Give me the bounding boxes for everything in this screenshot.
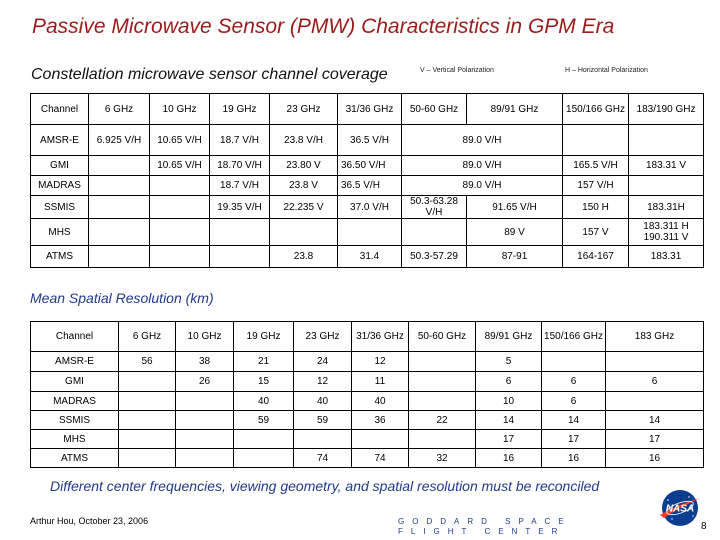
- table-cell: [338, 219, 402, 246]
- table-cell: [119, 430, 176, 449]
- table-cell: 16: [476, 449, 542, 468]
- table-row: [31, 176, 704, 196]
- header-cell: 6 GHz: [119, 322, 176, 352]
- table-cell: 15: [234, 372, 294, 392]
- table-row: [31, 449, 704, 468]
- table-cell: 24: [294, 352, 352, 372]
- row-label: SSMIS: [31, 411, 119, 430]
- row-label: GMI: [31, 372, 119, 392]
- table-cell: 14: [542, 411, 606, 430]
- slide-subtitle: Constellation microwave sensor channel coverage: [31, 66, 388, 83]
- table-row: [31, 196, 704, 219]
- table-cell: [119, 392, 176, 411]
- author-date: Arthur Hou, October 23, 2006: [30, 516, 149, 526]
- table-cell: 10.65 V/H: [150, 125, 210, 156]
- header-cell: 31/36 GHz: [338, 94, 402, 125]
- header-cell: 89/91 GHz: [476, 322, 542, 352]
- goddard-center-label: GODDARD SPACE FLIGHT CENTER: [398, 517, 572, 536]
- table-cell: [150, 219, 210, 246]
- table-cell: [234, 449, 294, 468]
- table-row: [31, 246, 704, 268]
- table-cell: 74: [294, 449, 352, 468]
- table-cell: 23.80 V: [270, 156, 338, 176]
- nasa-logo-icon: [658, 488, 702, 533]
- table-cell: 165.5 V/H: [563, 156, 629, 176]
- table-cell: 59: [234, 411, 294, 430]
- table-cell: [606, 352, 704, 372]
- header-cell: 23 GHz: [270, 94, 338, 125]
- header-cell: Channel: [31, 322, 119, 352]
- table-cell: [210, 246, 270, 268]
- table-cell: 26: [176, 372, 234, 392]
- row-label: MHS: [31, 430, 119, 449]
- table-cell: 22: [409, 411, 476, 430]
- table-cell: 37.0 V/H: [338, 196, 402, 219]
- table-cell: [176, 449, 234, 468]
- table-cell: 12: [294, 372, 352, 392]
- table-cell: 40: [294, 392, 352, 411]
- header-cell: 31/36 GHz: [352, 322, 409, 352]
- table-cell: 87-91: [467, 246, 563, 268]
- table-cell: 16: [606, 449, 704, 468]
- table-cell: 56: [119, 352, 176, 372]
- table-cell: [89, 156, 150, 176]
- header-cell: 89/91 GHz: [467, 94, 563, 125]
- row-label: SSMIS: [31, 196, 89, 219]
- table-cell: 14: [476, 411, 542, 430]
- table-cell: 38: [176, 352, 234, 372]
- table-row: [31, 156, 704, 176]
- table-cell: 6: [606, 372, 704, 392]
- table-cell: 36.5 V/H: [338, 125, 402, 156]
- header-cell: 150/166 GHz: [563, 94, 629, 125]
- row-label: MADRAS: [31, 392, 119, 411]
- table-cell: 50.3-57.29: [402, 246, 467, 268]
- table-cell: [234, 430, 294, 449]
- table-cell: [176, 430, 234, 449]
- table-cell: 89 V: [467, 219, 563, 246]
- table-cell: [409, 372, 476, 392]
- table-cell: [606, 392, 704, 411]
- row-label: ATMS: [31, 246, 89, 268]
- table-cell: 50.3-63.28 V/H: [402, 196, 467, 219]
- header-cell: 23 GHz: [294, 322, 352, 352]
- table-cell: 18.7 V/H: [210, 125, 270, 156]
- table-cell: 183.31 V: [629, 156, 704, 176]
- header-cell: 19 GHz: [210, 94, 270, 125]
- table-cell: [119, 449, 176, 468]
- table-row: [31, 352, 704, 372]
- table-cell: [150, 196, 210, 219]
- table-cell: 6: [542, 392, 606, 411]
- row-label: AMSR-E: [31, 125, 89, 156]
- table-cell: 59: [294, 411, 352, 430]
- table-cell: [352, 430, 409, 449]
- table-cell: 23.8 V/H: [270, 125, 338, 156]
- table-cell: 22.235 V: [270, 196, 338, 219]
- table-cell: 11: [352, 372, 409, 392]
- table-cell: [119, 411, 176, 430]
- table-row: [31, 430, 704, 449]
- header-cell: Channel: [31, 94, 89, 125]
- table-cell: 183.31: [629, 246, 704, 268]
- spatial-resolution-table: [30, 321, 704, 468]
- header-cell: 150/166 GHz: [542, 322, 606, 352]
- header-cell: 19 GHz: [234, 322, 294, 352]
- page-number: 8: [701, 521, 707, 532]
- table-cell: 40: [234, 392, 294, 411]
- row-label: AMSR-E: [31, 352, 119, 372]
- table-cell: [89, 196, 150, 219]
- table-cell: 74: [352, 449, 409, 468]
- legend-vertical: V – Vertical Polarization: [420, 67, 494, 74]
- table-cell: 89.0 V/H: [402, 125, 563, 156]
- table-cell: [150, 246, 210, 268]
- table-cell: 157 V: [563, 219, 629, 246]
- table-cell: 6.925 V/H: [89, 125, 150, 156]
- table-row: [31, 372, 704, 392]
- table-cell: [89, 219, 150, 246]
- table-cell: [402, 219, 467, 246]
- table-row: [31, 392, 704, 411]
- row-label: MADRAS: [31, 176, 89, 196]
- table-cell: [210, 219, 270, 246]
- table-cell: 31.4: [338, 246, 402, 268]
- table-cell: [150, 176, 210, 196]
- table-cell: [563, 125, 629, 156]
- legend-horizontal: H – Horizontal Polarization: [565, 67, 648, 74]
- header-cell: 183 GHz: [606, 322, 704, 352]
- table-cell: [542, 352, 606, 372]
- header-cell: 50-60 GHz: [402, 94, 467, 125]
- table-cell: [409, 352, 476, 372]
- table-cell: 164-167: [563, 246, 629, 268]
- table-cell: 18.7 V/H: [210, 176, 270, 196]
- table-cell: 157 V/H: [563, 176, 629, 196]
- table-cell: 40: [352, 392, 409, 411]
- table-cell: [176, 411, 234, 430]
- table-cell: 21: [234, 352, 294, 372]
- channel-coverage-table: [30, 93, 704, 268]
- table-cell: [119, 372, 176, 392]
- table-cell: 19.35 V/H: [210, 196, 270, 219]
- table-cell: 10: [476, 392, 542, 411]
- table-cell: 32: [409, 449, 476, 468]
- row-label: GMI: [31, 156, 89, 176]
- table-cell: 89.0 V/H: [402, 156, 563, 176]
- table-cell: [294, 430, 352, 449]
- table-row: [31, 219, 704, 246]
- table-cell: 183.311 H 190.311 V: [629, 219, 704, 246]
- header-cell: 50-60 GHz: [409, 322, 476, 352]
- table-header-row: [31, 94, 704, 125]
- reconcile-note: Different center frequencies, viewing geometry, and spatial resolution must be reconciled: [50, 478, 600, 494]
- table-cell: 23.8: [270, 246, 338, 268]
- table-cell: 36.50 V/H: [338, 156, 402, 176]
- table-cell: 183.31H: [629, 196, 704, 219]
- table-cell: 12: [352, 352, 409, 372]
- table-cell: [409, 430, 476, 449]
- table-cell: 6: [542, 372, 606, 392]
- table-cell: 5: [476, 352, 542, 372]
- table-cell: [629, 176, 704, 196]
- table-cell: [176, 392, 234, 411]
- header-cell: 10 GHz: [176, 322, 234, 352]
- table-cell: 17: [542, 430, 606, 449]
- table-cell: 23.8 V: [270, 176, 338, 196]
- table-row: [31, 411, 704, 430]
- table-cell: 17: [476, 430, 542, 449]
- table-cell: 10.65 V/H: [150, 156, 210, 176]
- table-cell: 150 H: [563, 196, 629, 219]
- row-label: ATMS: [31, 449, 119, 468]
- table-cell: [629, 125, 704, 156]
- table-cell: [89, 176, 150, 196]
- table-cell: [409, 392, 476, 411]
- table-cell: 6: [476, 372, 542, 392]
- row-label: MHS: [31, 219, 89, 246]
- table-cell: 91.65 V/H: [467, 196, 563, 219]
- table-cell: 17: [606, 430, 704, 449]
- header-cell: 183/190 GHz: [629, 94, 704, 125]
- table-cell: 18.70 V/H: [210, 156, 270, 176]
- table-row: [31, 125, 704, 156]
- slide-title: Passive Microwave Sensor (PMW) Characteristics in GPM Era: [32, 15, 615, 38]
- table-cell: 36.5 V/H: [338, 176, 402, 196]
- table-cell: [270, 219, 338, 246]
- resolution-heading: Mean Spatial Resolution (km): [30, 290, 214, 306]
- header-cell: 6 GHz: [89, 94, 150, 125]
- table-cell: 14: [606, 411, 704, 430]
- table-cell: 89.0 V/H: [402, 176, 563, 196]
- header-cell: 10 GHz: [150, 94, 210, 125]
- table-cell: 36: [352, 411, 409, 430]
- table-cell: [89, 246, 150, 268]
- table-header-row: [31, 322, 704, 352]
- logo-text: NASA: [665, 503, 695, 515]
- table-cell: 16: [542, 449, 606, 468]
